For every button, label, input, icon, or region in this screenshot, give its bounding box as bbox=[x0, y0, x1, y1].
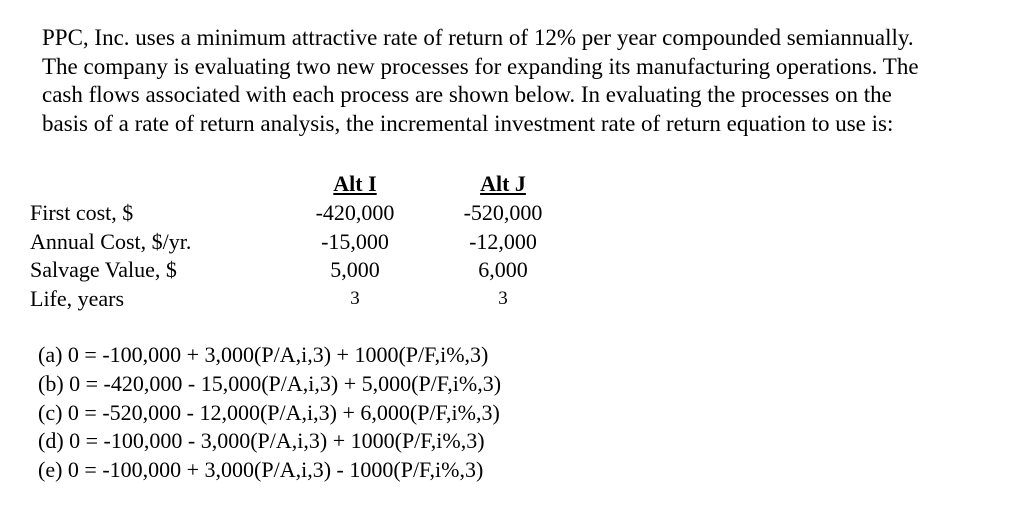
problem-line: basis of a rate of return analysis, the incremental investment rate of return equation to use is: bbox=[42, 110, 894, 136]
table-header-row bbox=[30, 170, 576, 199]
alt-j-header: Alt J bbox=[480, 171, 526, 196]
problem-statement bbox=[42, 24, 1002, 138]
table-row-life bbox=[30, 285, 576, 314]
table-row-first-cost bbox=[30, 199, 576, 228]
answer-option-b: (b) 0 = -420,000 - 15,000(P/A,i,3) + 5,000(P/F,i%,3) bbox=[38, 370, 502, 396]
alt-j-value: 6,000 bbox=[478, 257, 528, 283]
alt-i-value: -420,000 bbox=[315, 199, 395, 225]
cash-flow-table bbox=[30, 170, 576, 314]
answer-options bbox=[38, 341, 501, 485]
alt-i-value: -15,000 bbox=[321, 228, 389, 254]
row-label: Life, years bbox=[30, 286, 125, 312]
alt-i-value: 3 bbox=[350, 288, 360, 310]
alt-j-value: 3 bbox=[498, 288, 508, 310]
table-row-salvage-value bbox=[30, 256, 576, 285]
row-label: Salvage Value, $ bbox=[30, 257, 177, 283]
answer-option-e: (e) 0 = -100,000 + 3,000(P/A,i,3) - 1000(P/F,i%,3) bbox=[38, 457, 484, 483]
alt-i-value: 5,000 bbox=[330, 257, 380, 283]
row-label: First cost, $ bbox=[30, 199, 134, 225]
table-header-blank bbox=[30, 170, 280, 199]
problem-line: cash flows associated with each process are shown below. In evaluating the processes on the bbox=[42, 82, 892, 107]
problem-line: PPC, Inc. uses a minimum attractive rate of return of 12% per year compounded semiannually. bbox=[42, 25, 914, 50]
alt-j-value: -520,000 bbox=[463, 199, 543, 225]
alt-j-value: -12,000 bbox=[469, 228, 537, 254]
problem-line: The company is evaluating two new processes for expanding its manufacturing operations. The bbox=[42, 53, 919, 79]
alt-i-header: Alt I bbox=[333, 171, 377, 196]
answer-option-c: (c) 0 = -520,000 - 12,000(P/A,i,3) + 6,000(P/F,i%,3) bbox=[38, 399, 500, 425]
row-label: Annual Cost, $/yr. bbox=[30, 228, 192, 254]
answer-option-a: (a) 0 = -100,000 + 3,000(P/A,i,3) + 1000(P/F,i%,3) bbox=[38, 342, 489, 367]
answer-option-d: (d) 0 = -100,000 - 3,000(P/A,i,3) + 1000(P/F,i%,3) bbox=[38, 428, 485, 454]
table-row-annual-cost bbox=[30, 228, 576, 257]
